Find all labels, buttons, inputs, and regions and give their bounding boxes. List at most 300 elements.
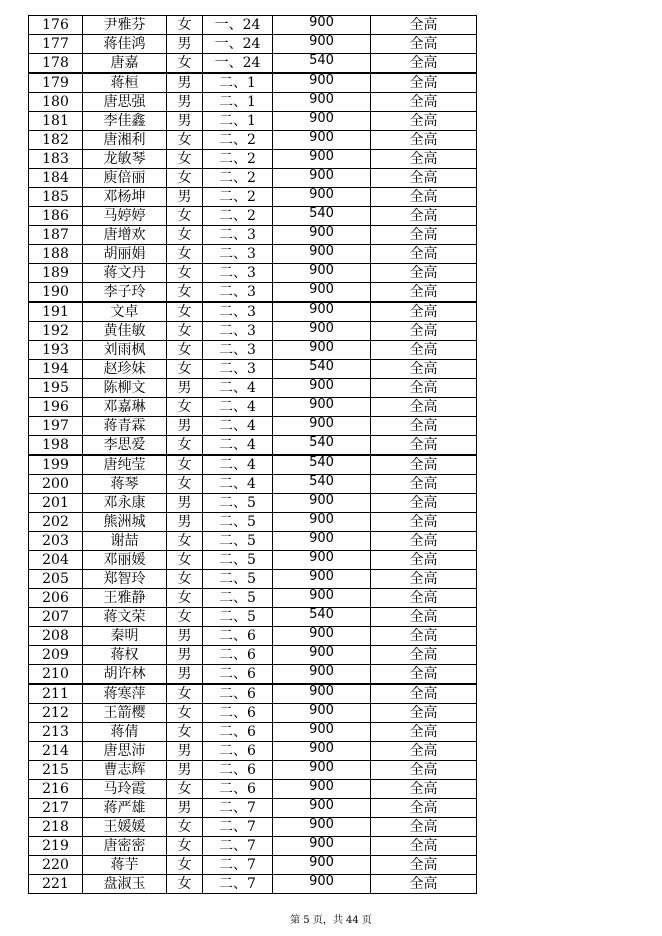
class-cell: 二、3 — [203, 341, 273, 360]
amount-cell: 900 — [273, 589, 371, 608]
student-name-cell: 唐思强 — [83, 93, 167, 112]
student-name-cell: 蒋佳鸿 — [83, 35, 167, 54]
student-name-cell: 郑智玲 — [83, 570, 167, 589]
student-name-cell: 蒋桓 — [83, 73, 167, 93]
status-cell: 全高 — [371, 54, 477, 74]
student-name-cell: 李思爱 — [83, 436, 167, 456]
row-number-cell: 191 — [29, 302, 83, 322]
student-name-cell: 唐嘉 — [83, 54, 167, 74]
row-number-cell: 177 — [29, 35, 83, 54]
class-cell: 二、6 — [203, 780, 273, 799]
row-number-cell: 197 — [29, 417, 83, 436]
amount-cell: 900 — [273, 780, 371, 799]
table-row — [29, 35, 477, 54]
student-name-cell: 唐密密 — [83, 837, 167, 856]
status-cell: 全高 — [371, 608, 477, 627]
status-cell: 全高 — [371, 723, 477, 742]
row-number-cell: 178 — [29, 54, 83, 74]
amount-cell: 900 — [273, 665, 371, 685]
row-number-cell: 221 — [29, 875, 83, 894]
table-row — [29, 570, 477, 589]
table-row — [29, 589, 477, 608]
class-cell: 二、7 — [203, 837, 273, 856]
status-cell: 全高 — [371, 589, 477, 608]
status-cell: 全高 — [371, 780, 477, 799]
gender-cell: 女 — [167, 837, 203, 856]
class-cell: 二、6 — [203, 742, 273, 761]
table-row — [29, 780, 477, 799]
student-name-cell: 庾倍丽 — [83, 169, 167, 188]
class-cell: 二、5 — [203, 589, 273, 608]
amount-cell: 900 — [273, 646, 371, 665]
amount-cell: 900 — [273, 551, 371, 570]
row-number-cell: 213 — [29, 723, 83, 742]
table-row — [29, 761, 477, 780]
student-name-cell: 赵珍妹 — [83, 360, 167, 379]
class-cell: 二、6 — [203, 646, 273, 665]
table-row — [29, 513, 477, 532]
page-footer: 第 5 页，共 44 页 — [290, 915, 372, 926]
table-row — [29, 665, 477, 685]
student-name-cell: 王雅静 — [83, 589, 167, 608]
status-cell: 全高 — [371, 742, 477, 761]
gender-cell: 女 — [167, 16, 203, 35]
class-cell: 二、3 — [203, 322, 273, 341]
table-row — [29, 436, 477, 456]
amount-cell: 900 — [273, 131, 371, 150]
row-number-cell: 194 — [29, 360, 83, 379]
status-cell: 全高 — [371, 360, 477, 379]
table-row — [29, 475, 477, 494]
amount-cell: 900 — [273, 302, 371, 322]
amount-cell: 900 — [273, 16, 371, 35]
row-number-cell: 209 — [29, 646, 83, 665]
table-row — [29, 379, 477, 398]
class-cell: 二、5 — [203, 570, 273, 589]
row-number-cell: 176 — [29, 16, 83, 35]
status-cell: 全高 — [371, 341, 477, 360]
student-name-cell: 盘淑玉 — [83, 875, 167, 894]
row-number-cell: 203 — [29, 532, 83, 551]
amount-cell: 900 — [273, 188, 371, 207]
class-cell: 二、7 — [203, 799, 273, 818]
status-cell: 全高 — [371, 856, 477, 875]
row-number-cell: 202 — [29, 513, 83, 532]
gender-cell: 女 — [167, 360, 203, 379]
student-name-cell: 唐纯莹 — [83, 455, 167, 475]
row-number-cell: 216 — [29, 780, 83, 799]
gender-cell: 女 — [167, 455, 203, 475]
status-cell: 全高 — [371, 226, 477, 245]
gender-cell: 男 — [167, 799, 203, 818]
status-cell: 全高 — [371, 665, 477, 685]
student-name-cell: 曹志辉 — [83, 761, 167, 780]
table-row — [29, 322, 477, 341]
table-row — [29, 704, 477, 723]
student-name-cell: 蒋寒萍 — [83, 684, 167, 704]
status-cell: 全高 — [371, 570, 477, 589]
status-cell: 全高 — [371, 35, 477, 54]
class-cell: 二、6 — [203, 665, 273, 685]
amount-cell: 900 — [273, 875, 371, 894]
student-name-cell: 蒋倩 — [83, 723, 167, 742]
status-cell: 全高 — [371, 494, 477, 513]
gender-cell: 女 — [167, 436, 203, 456]
gender-cell: 女 — [167, 169, 203, 188]
amount-cell: 540 — [273, 207, 371, 226]
status-cell: 全高 — [371, 475, 477, 494]
row-number-cell: 219 — [29, 837, 83, 856]
table-row — [29, 627, 477, 646]
amount-cell: 900 — [273, 35, 371, 54]
gender-cell: 男 — [167, 665, 203, 685]
class-cell: 二、4 — [203, 455, 273, 475]
table-row — [29, 742, 477, 761]
gender-cell: 女 — [167, 551, 203, 570]
gender-cell: 女 — [167, 322, 203, 341]
row-number-cell: 195 — [29, 379, 83, 398]
row-number-cell: 196 — [29, 398, 83, 417]
gender-cell: 男 — [167, 417, 203, 436]
student-name-cell: 文卓 — [83, 302, 167, 322]
row-number-cell: 200 — [29, 475, 83, 494]
student-name-cell: 蒋严雄 — [83, 799, 167, 818]
status-cell: 全高 — [371, 837, 477, 856]
status-cell: 全高 — [371, 551, 477, 570]
class-cell: 二、4 — [203, 417, 273, 436]
student-name-cell: 王箭樱 — [83, 704, 167, 723]
gender-cell: 女 — [167, 283, 203, 303]
table-row — [29, 150, 477, 169]
class-cell: 二、3 — [203, 302, 273, 322]
class-cell: 二、1 — [203, 73, 273, 93]
class-cell: 二、2 — [203, 188, 273, 207]
gender-cell: 女 — [167, 608, 203, 627]
amount-cell: 900 — [273, 93, 371, 112]
status-cell: 全高 — [371, 513, 477, 532]
status-cell: 全高 — [371, 302, 477, 322]
status-cell: 全高 — [371, 188, 477, 207]
amount-cell: 900 — [273, 322, 371, 341]
table-row — [29, 494, 477, 513]
table-row — [29, 54, 477, 74]
status-cell: 全高 — [371, 93, 477, 112]
row-number-cell: 207 — [29, 608, 83, 627]
status-cell: 全高 — [371, 245, 477, 264]
table-row — [29, 264, 477, 283]
status-cell: 全高 — [371, 207, 477, 226]
row-number-cell: 192 — [29, 322, 83, 341]
row-number-cell: 180 — [29, 93, 83, 112]
status-cell: 全高 — [371, 704, 477, 723]
class-cell: 二、4 — [203, 379, 273, 398]
amount-cell: 900 — [273, 742, 371, 761]
amount-cell: 900 — [273, 283, 371, 303]
student-name-cell: 蒋琴 — [83, 475, 167, 494]
status-cell: 全高 — [371, 799, 477, 818]
class-cell: 二、3 — [203, 264, 273, 283]
student-name-cell: 龙敏琴 — [83, 150, 167, 169]
class-cell: 二、7 — [203, 875, 273, 894]
table-row — [29, 723, 477, 742]
gender-cell: 女 — [167, 723, 203, 742]
row-number-cell: 212 — [29, 704, 83, 723]
class-cell: 二、5 — [203, 513, 273, 532]
class-cell: 一、24 — [203, 16, 273, 35]
status-cell: 全高 — [371, 532, 477, 551]
gender-cell: 男 — [167, 188, 203, 207]
student-name-cell: 胡丽娟 — [83, 245, 167, 264]
gender-cell: 女 — [167, 226, 203, 245]
status-cell: 全高 — [371, 684, 477, 704]
status-cell: 全高 — [371, 150, 477, 169]
amount-cell: 900 — [273, 704, 371, 723]
row-number-cell: 220 — [29, 856, 83, 875]
class-cell: 二、6 — [203, 704, 273, 723]
row-number-cell: 210 — [29, 665, 83, 685]
status-cell: 全高 — [371, 264, 477, 283]
amount-cell: 900 — [273, 150, 371, 169]
gender-cell: 女 — [167, 684, 203, 704]
student-name-cell: 邓永康 — [83, 494, 167, 513]
status-cell: 全高 — [371, 169, 477, 188]
class-cell: 二、2 — [203, 131, 273, 150]
class-cell: 二、7 — [203, 856, 273, 875]
amount-cell: 900 — [273, 856, 371, 875]
amount-cell: 900 — [273, 379, 371, 398]
student-name-cell: 蒋青霖 — [83, 417, 167, 436]
row-number-cell: 217 — [29, 799, 83, 818]
row-number-cell: 215 — [29, 761, 83, 780]
student-name-cell: 胡许林 — [83, 665, 167, 685]
student-name-cell: 蒋文荣 — [83, 608, 167, 627]
table-row — [29, 684, 477, 704]
gender-cell: 男 — [167, 494, 203, 513]
class-cell: 二、7 — [203, 818, 273, 837]
gender-cell: 女 — [167, 54, 203, 74]
row-number-cell: 218 — [29, 818, 83, 837]
student-name-cell: 秦明 — [83, 627, 167, 646]
gender-cell: 女 — [167, 150, 203, 169]
status-cell: 全高 — [371, 455, 477, 475]
gender-cell: 女 — [167, 302, 203, 322]
class-cell: 二、3 — [203, 226, 273, 245]
table-body — [29, 16, 477, 894]
amount-cell: 900 — [273, 264, 371, 283]
amount-cell: 900 — [273, 837, 371, 856]
amount-cell: 900 — [273, 494, 371, 513]
class-cell: 二、5 — [203, 551, 273, 570]
student-name-cell: 陈柳文 — [83, 379, 167, 398]
status-cell: 全高 — [371, 818, 477, 837]
row-number-cell: 199 — [29, 455, 83, 475]
gender-cell: 女 — [167, 704, 203, 723]
status-cell: 全高 — [371, 322, 477, 341]
gender-cell: 男 — [167, 761, 203, 780]
class-cell: 二、2 — [203, 169, 273, 188]
gender-cell: 女 — [167, 780, 203, 799]
table-row — [29, 837, 477, 856]
gender-cell: 女 — [167, 532, 203, 551]
gender-cell: 男 — [167, 742, 203, 761]
gender-cell: 男 — [167, 513, 203, 532]
row-number-cell: 183 — [29, 150, 83, 169]
class-cell: 二、1 — [203, 93, 273, 112]
gender-cell: 男 — [167, 35, 203, 54]
student-name-cell: 唐湘利 — [83, 131, 167, 150]
amount-cell: 900 — [273, 761, 371, 780]
student-name-cell: 唐思沛 — [83, 742, 167, 761]
class-cell: 二、5 — [203, 532, 273, 551]
gender-cell: 男 — [167, 379, 203, 398]
row-number-cell: 208 — [29, 627, 83, 646]
gender-cell: 女 — [167, 475, 203, 494]
status-cell: 全高 — [371, 16, 477, 35]
amount-cell: 900 — [273, 112, 371, 131]
table-row — [29, 360, 477, 379]
status-cell: 全高 — [371, 379, 477, 398]
class-cell: 二、6 — [203, 627, 273, 646]
class-cell: 二、4 — [203, 436, 273, 456]
amount-cell: 900 — [273, 818, 371, 837]
table-row — [29, 398, 477, 417]
amount-cell: 900 — [273, 532, 371, 551]
student-name-cell: 马玲霞 — [83, 780, 167, 799]
row-number-cell: 181 — [29, 112, 83, 131]
class-cell: 二、2 — [203, 150, 273, 169]
gender-cell: 男 — [167, 93, 203, 112]
amount-cell: 540 — [273, 436, 371, 456]
row-number-cell: 182 — [29, 131, 83, 150]
table-row — [29, 818, 477, 837]
class-cell: 二、6 — [203, 684, 273, 704]
class-cell: 二、3 — [203, 245, 273, 264]
table-row — [29, 16, 477, 35]
class-cell: 二、4 — [203, 398, 273, 417]
table-row — [29, 856, 477, 875]
student-name-cell: 黄佳敏 — [83, 322, 167, 341]
student-name-cell: 蒋芋 — [83, 856, 167, 875]
amount-cell: 540 — [273, 360, 371, 379]
amount-cell: 900 — [273, 684, 371, 704]
class-cell: 二、5 — [203, 608, 273, 627]
table-row — [29, 283, 477, 303]
table-row — [29, 207, 477, 226]
row-number-cell: 184 — [29, 169, 83, 188]
gender-cell: 女 — [167, 341, 203, 360]
row-number-cell: 198 — [29, 436, 83, 456]
amount-cell: 540 — [273, 54, 371, 74]
student-name-cell: 谢喆 — [83, 532, 167, 551]
row-number-cell: 193 — [29, 341, 83, 360]
gender-cell: 女 — [167, 875, 203, 894]
amount-cell: 900 — [273, 799, 371, 818]
row-number-cell: 186 — [29, 207, 83, 226]
row-number-cell: 189 — [29, 264, 83, 283]
amount-cell: 540 — [273, 475, 371, 494]
status-cell: 全高 — [371, 875, 477, 894]
table-row — [29, 73, 477, 93]
student-name-cell: 邓杨坤 — [83, 188, 167, 207]
gender-cell: 男 — [167, 627, 203, 646]
row-number-cell: 211 — [29, 684, 83, 704]
student-name-cell: 尹雅芬 — [83, 16, 167, 35]
class-cell: 一、24 — [203, 54, 273, 74]
status-cell: 全高 — [371, 398, 477, 417]
row-number-cell: 188 — [29, 245, 83, 264]
gender-cell: 女 — [167, 245, 203, 264]
table-row — [29, 169, 477, 188]
gender-cell: 女 — [167, 131, 203, 150]
student-name-cell: 唐增欢 — [83, 226, 167, 245]
gender-cell: 男 — [167, 112, 203, 131]
table-row — [29, 799, 477, 818]
gender-cell: 女 — [167, 264, 203, 283]
status-cell: 全高 — [371, 283, 477, 303]
gender-cell: 男 — [167, 646, 203, 665]
amount-cell: 900 — [273, 570, 371, 589]
amount-cell: 900 — [273, 245, 371, 264]
amount-cell: 900 — [273, 169, 371, 188]
amount-cell: 900 — [273, 417, 371, 436]
amount-cell: 540 — [273, 455, 371, 475]
amount-cell: 900 — [273, 723, 371, 742]
table-row — [29, 417, 477, 436]
class-cell: 二、2 — [203, 207, 273, 226]
row-number-cell: 205 — [29, 570, 83, 589]
status-cell: 全高 — [371, 436, 477, 456]
row-number-cell: 214 — [29, 742, 83, 761]
class-cell: 二、3 — [203, 283, 273, 303]
gender-cell: 女 — [167, 818, 203, 837]
table-row — [29, 131, 477, 150]
table-row — [29, 226, 477, 245]
status-cell: 全高 — [371, 112, 477, 131]
table-row — [29, 608, 477, 627]
student-table — [28, 15, 477, 894]
amount-cell: 900 — [273, 398, 371, 417]
table-row — [29, 532, 477, 551]
table-row — [29, 93, 477, 112]
student-name-cell: 蒋权 — [83, 646, 167, 665]
student-name-cell: 王媛媛 — [83, 818, 167, 837]
status-cell: 全高 — [371, 761, 477, 780]
gender-cell: 女 — [167, 207, 203, 226]
class-cell: 一、24 — [203, 35, 273, 54]
row-number-cell: 204 — [29, 551, 83, 570]
amount-cell: 900 — [273, 341, 371, 360]
gender-cell: 女 — [167, 589, 203, 608]
row-number-cell: 187 — [29, 226, 83, 245]
class-cell: 二、4 — [203, 475, 273, 494]
student-name-cell: 李佳鑫 — [83, 112, 167, 131]
student-name-cell: 马婷婷 — [83, 207, 167, 226]
row-number-cell: 201 — [29, 494, 83, 513]
class-cell: 二、6 — [203, 723, 273, 742]
student-name-cell: 邓丽媛 — [83, 551, 167, 570]
status-cell: 全高 — [371, 627, 477, 646]
gender-cell: 女 — [167, 398, 203, 417]
table-row — [29, 551, 477, 570]
amount-cell: 900 — [273, 73, 371, 93]
table-row — [29, 646, 477, 665]
status-cell: 全高 — [371, 646, 477, 665]
student-name-cell: 邓嘉琳 — [83, 398, 167, 417]
amount-cell: 900 — [273, 513, 371, 532]
row-number-cell: 179 — [29, 73, 83, 93]
table-row — [29, 112, 477, 131]
class-cell: 二、6 — [203, 761, 273, 780]
